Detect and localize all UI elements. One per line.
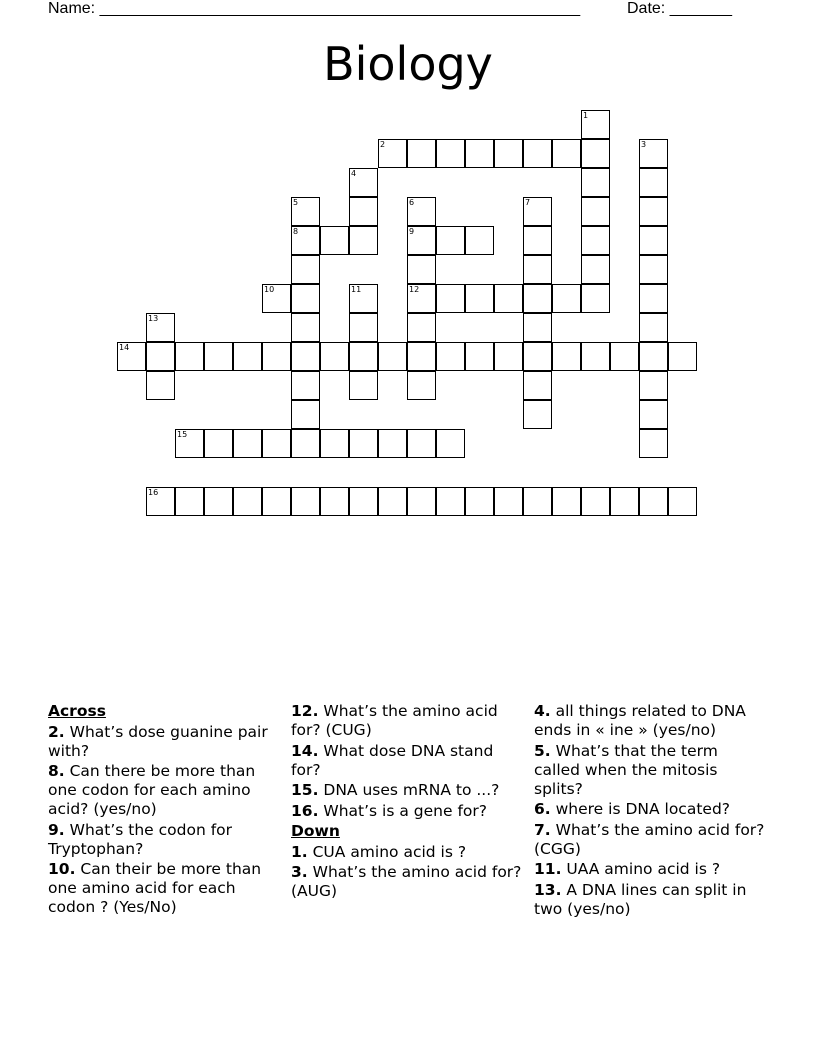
grid-cell[interactable] xyxy=(320,429,349,458)
grid-cell[interactable] xyxy=(407,139,436,168)
grid-cell[interactable] xyxy=(581,168,610,197)
clue-number: 6. xyxy=(534,800,551,818)
grid-cell[interactable] xyxy=(291,284,320,313)
grid-cell[interactable] xyxy=(175,342,204,371)
grid-cell[interactable] xyxy=(291,313,320,342)
grid-cell[interactable] xyxy=(465,139,494,168)
grid-cell[interactable] xyxy=(204,487,233,516)
grid-cell[interactable] xyxy=(291,371,320,400)
cell-number: 12 xyxy=(409,285,420,294)
clue-number: 15. xyxy=(291,781,319,799)
grid-cell[interactable] xyxy=(581,255,610,284)
grid-cell[interactable] xyxy=(465,487,494,516)
clue-item xyxy=(291,781,523,800)
grid-cell[interactable] xyxy=(233,429,262,458)
section-heading-down: Down xyxy=(291,822,340,840)
grid-cell[interactable] xyxy=(407,226,436,255)
page-title: Biology xyxy=(323,37,493,91)
grid-cell[interactable] xyxy=(407,284,436,313)
grid-cell[interactable] xyxy=(523,487,552,516)
grid-cell[interactable] xyxy=(581,110,610,139)
clue-number: 10. xyxy=(48,860,76,878)
clue-text: What’s is a gene for? xyxy=(318,801,487,820)
grid-cell[interactable] xyxy=(349,371,378,400)
grid-cell[interactable] xyxy=(378,487,407,516)
grid-cell[interactable] xyxy=(465,342,494,371)
clue-text: where is DNA located? xyxy=(550,800,731,818)
clue-item xyxy=(291,863,523,901)
grid-cell[interactable] xyxy=(407,342,436,371)
clue-item xyxy=(291,702,523,740)
grid-cell[interactable] xyxy=(639,342,668,371)
grid-cell[interactable] xyxy=(639,487,668,516)
grid-cell[interactable] xyxy=(146,342,175,371)
grid-cell[interactable] xyxy=(407,371,436,400)
grid-cell[interactable] xyxy=(291,487,320,516)
grid-cell[interactable] xyxy=(668,487,697,516)
grid-cell[interactable] xyxy=(523,342,552,371)
grid-cell[interactable] xyxy=(407,429,436,458)
grid-cell[interactable] xyxy=(204,342,233,371)
clue-number: 7. xyxy=(534,820,551,839)
grid-cell[interactable] xyxy=(262,284,291,313)
grid-cell[interactable] xyxy=(552,342,581,371)
cell-number: 4 xyxy=(351,169,357,178)
grid-cell[interactable] xyxy=(407,313,436,342)
clue-item xyxy=(48,762,280,819)
cell-number: 11 xyxy=(351,285,362,294)
clue-number: 5. xyxy=(534,741,551,760)
grid-cell[interactable] xyxy=(291,400,320,429)
grid-cell[interactable] xyxy=(291,197,320,226)
clue-text: all things related to DNA ends in « ine » (yes/no) xyxy=(534,702,746,739)
clue-number: 13. xyxy=(534,880,562,899)
clue-text: UAA amino acid is ? xyxy=(561,860,721,878)
clue-number: 12. xyxy=(291,702,319,720)
cell-number: 8 xyxy=(293,227,299,236)
clue-number: 14. xyxy=(291,741,319,760)
clue-text: A DNA lines can split in two (yes/no) xyxy=(534,880,747,918)
grid-cell[interactable] xyxy=(523,371,552,400)
grid-cell[interactable] xyxy=(378,429,407,458)
name-field-label: Name: ______________________________________________________ xyxy=(48,0,581,17)
grid-cell[interactable] xyxy=(639,313,668,342)
grid-cell[interactable] xyxy=(407,197,436,226)
clue-text: DNA uses mRNA to ...? xyxy=(318,781,500,799)
grid-cell[interactable] xyxy=(204,429,233,458)
clue-text: What’s the amino acid for? (CUG) xyxy=(291,702,498,739)
clue-text: What’s the amino acid for? (CGG) xyxy=(534,820,765,858)
clue-item xyxy=(534,800,766,819)
date-field-label: Date: _______ xyxy=(627,0,732,17)
clue-item xyxy=(534,702,766,740)
cell-number: 15 xyxy=(177,430,188,439)
grid-cell[interactable] xyxy=(262,429,291,458)
grid-cell[interactable] xyxy=(175,487,204,516)
grid-cell[interactable] xyxy=(581,226,610,255)
grid-cell[interactable] xyxy=(291,429,320,458)
grid-cell[interactable] xyxy=(639,371,668,400)
clue-text: What’s that the term called when the mitosis splits? xyxy=(534,741,718,798)
grid-cell[interactable] xyxy=(349,168,378,197)
cell-number: 10 xyxy=(264,285,275,294)
grid-cell[interactable] xyxy=(552,284,581,313)
clue-text: Can there be more than one codon for each amino acid? (yes/no) xyxy=(48,762,256,818)
grid-cell[interactable] xyxy=(581,139,610,168)
grid-cell[interactable] xyxy=(146,313,175,342)
clue-number: 4. xyxy=(534,702,551,720)
clue-number: 9. xyxy=(48,820,65,839)
clue-item xyxy=(534,821,766,859)
clue-item xyxy=(291,742,523,780)
grid-cell[interactable] xyxy=(610,487,639,516)
grid-cell[interactable] xyxy=(581,197,610,226)
grid-cell[interactable] xyxy=(494,284,523,313)
clue-text: What dose DNA stand for? xyxy=(291,741,494,779)
grid-cell[interactable] xyxy=(494,342,523,371)
grid-cell[interactable] xyxy=(262,487,291,516)
grid-cell[interactable] xyxy=(436,487,465,516)
grid-cell[interactable] xyxy=(175,429,204,458)
cell-number: 2 xyxy=(380,140,386,149)
grid-cell[interactable] xyxy=(639,226,668,255)
grid-cell[interactable] xyxy=(639,400,668,429)
grid-cell[interactable] xyxy=(233,342,262,371)
grid-cell[interactable] xyxy=(291,226,320,255)
grid-cell[interactable] xyxy=(407,487,436,516)
grid-cell[interactable] xyxy=(523,139,552,168)
cell-number: 7 xyxy=(525,198,531,207)
grid-cell[interactable] xyxy=(320,342,349,371)
grid-cell[interactable] xyxy=(349,342,378,371)
grid-cell[interactable] xyxy=(349,226,378,255)
grid-cell[interactable] xyxy=(639,255,668,284)
clue-text: What’s the amino acid for? (AUG) xyxy=(291,863,522,900)
grid-cell[interactable] xyxy=(378,342,407,371)
grid-cell[interactable] xyxy=(291,255,320,284)
grid-cell[interactable] xyxy=(349,487,378,516)
grid-cell[interactable] xyxy=(436,226,465,255)
grid-cell[interactable] xyxy=(523,400,552,429)
grid-cell[interactable] xyxy=(639,139,668,168)
section-heading-across: Across xyxy=(48,702,106,720)
cell-number: 5 xyxy=(293,198,299,207)
grid-cell[interactable] xyxy=(639,168,668,197)
clue-text: Can their be more than one amino acid for each codon ? (Yes/No) xyxy=(48,860,262,916)
grid-cell[interactable] xyxy=(523,197,552,226)
grid-cell[interactable] xyxy=(639,197,668,226)
clue-text: What’s the codon for Tryptophan? xyxy=(48,820,233,858)
grid-cell[interactable] xyxy=(146,487,175,516)
grid-cell[interactable] xyxy=(349,284,378,313)
cell-number: 6 xyxy=(409,198,415,207)
grid-cell[interactable] xyxy=(465,284,494,313)
clue-text: CUA amino acid is ? xyxy=(307,842,467,861)
clue-number: 2. xyxy=(48,722,65,741)
grid-cell[interactable] xyxy=(552,139,581,168)
grid-cell[interactable] xyxy=(523,255,552,284)
grid-cell[interactable] xyxy=(320,487,349,516)
grid-cell[interactable] xyxy=(639,284,668,313)
grid-cell[interactable] xyxy=(523,226,552,255)
clue-text: What’s dose guanine pair with? xyxy=(48,722,268,760)
cell-number: 16 xyxy=(148,488,159,497)
clue-item xyxy=(48,821,280,859)
clue-column-1 xyxy=(48,702,280,919)
grid-cell[interactable] xyxy=(465,226,494,255)
grid-cell[interactable] xyxy=(146,371,175,400)
clue-item xyxy=(534,742,766,799)
cell-number: 1 xyxy=(583,111,589,120)
clue-item xyxy=(534,881,766,919)
grid-cell[interactable] xyxy=(668,342,697,371)
clue-number: 3. xyxy=(291,863,308,881)
cell-number: 3 xyxy=(641,140,647,149)
grid-cell[interactable] xyxy=(581,342,610,371)
clue-number: 8. xyxy=(48,762,65,780)
clue-item xyxy=(48,723,280,761)
grid-cell[interactable] xyxy=(233,487,262,516)
grid-cell[interactable] xyxy=(349,313,378,342)
clue-column-3 xyxy=(534,702,766,920)
clue-list xyxy=(48,702,778,962)
grid-cell[interactable] xyxy=(436,139,465,168)
grid-cell[interactable] xyxy=(436,342,465,371)
grid-cell[interactable] xyxy=(320,226,349,255)
grid-cell[interactable] xyxy=(639,429,668,458)
grid-cell[interactable] xyxy=(349,197,378,226)
grid-cell[interactable] xyxy=(349,429,378,458)
clue-item xyxy=(291,802,523,821)
grid-cell[interactable] xyxy=(494,487,523,516)
cell-number: 9 xyxy=(409,227,415,236)
grid-cell[interactable] xyxy=(407,255,436,284)
clue-item xyxy=(48,860,280,917)
cell-number: 14 xyxy=(119,343,130,352)
clue-number: 11. xyxy=(534,860,562,878)
grid-cell[interactable] xyxy=(291,342,320,371)
grid-cell[interactable] xyxy=(262,342,291,371)
grid-cell[interactable] xyxy=(494,139,523,168)
grid-cell[interactable] xyxy=(610,342,639,371)
grid-cell[interactable] xyxy=(378,139,407,168)
clue-column-2 xyxy=(291,702,523,903)
grid-cell[interactable] xyxy=(523,313,552,342)
clue-number: 1. xyxy=(291,842,308,861)
clue-item xyxy=(534,860,766,879)
grid-cell[interactable] xyxy=(436,429,465,458)
grid-cell[interactable] xyxy=(581,284,610,313)
grid-cell[interactable] xyxy=(581,487,610,516)
grid-cell[interactable] xyxy=(117,342,146,371)
clue-item xyxy=(291,843,523,862)
clue-number: 16. xyxy=(291,801,319,820)
cell-number: 13 xyxy=(148,314,159,323)
grid-cell[interactable] xyxy=(436,284,465,313)
grid-cell[interactable] xyxy=(552,487,581,516)
grid-cell[interactable] xyxy=(523,284,552,313)
